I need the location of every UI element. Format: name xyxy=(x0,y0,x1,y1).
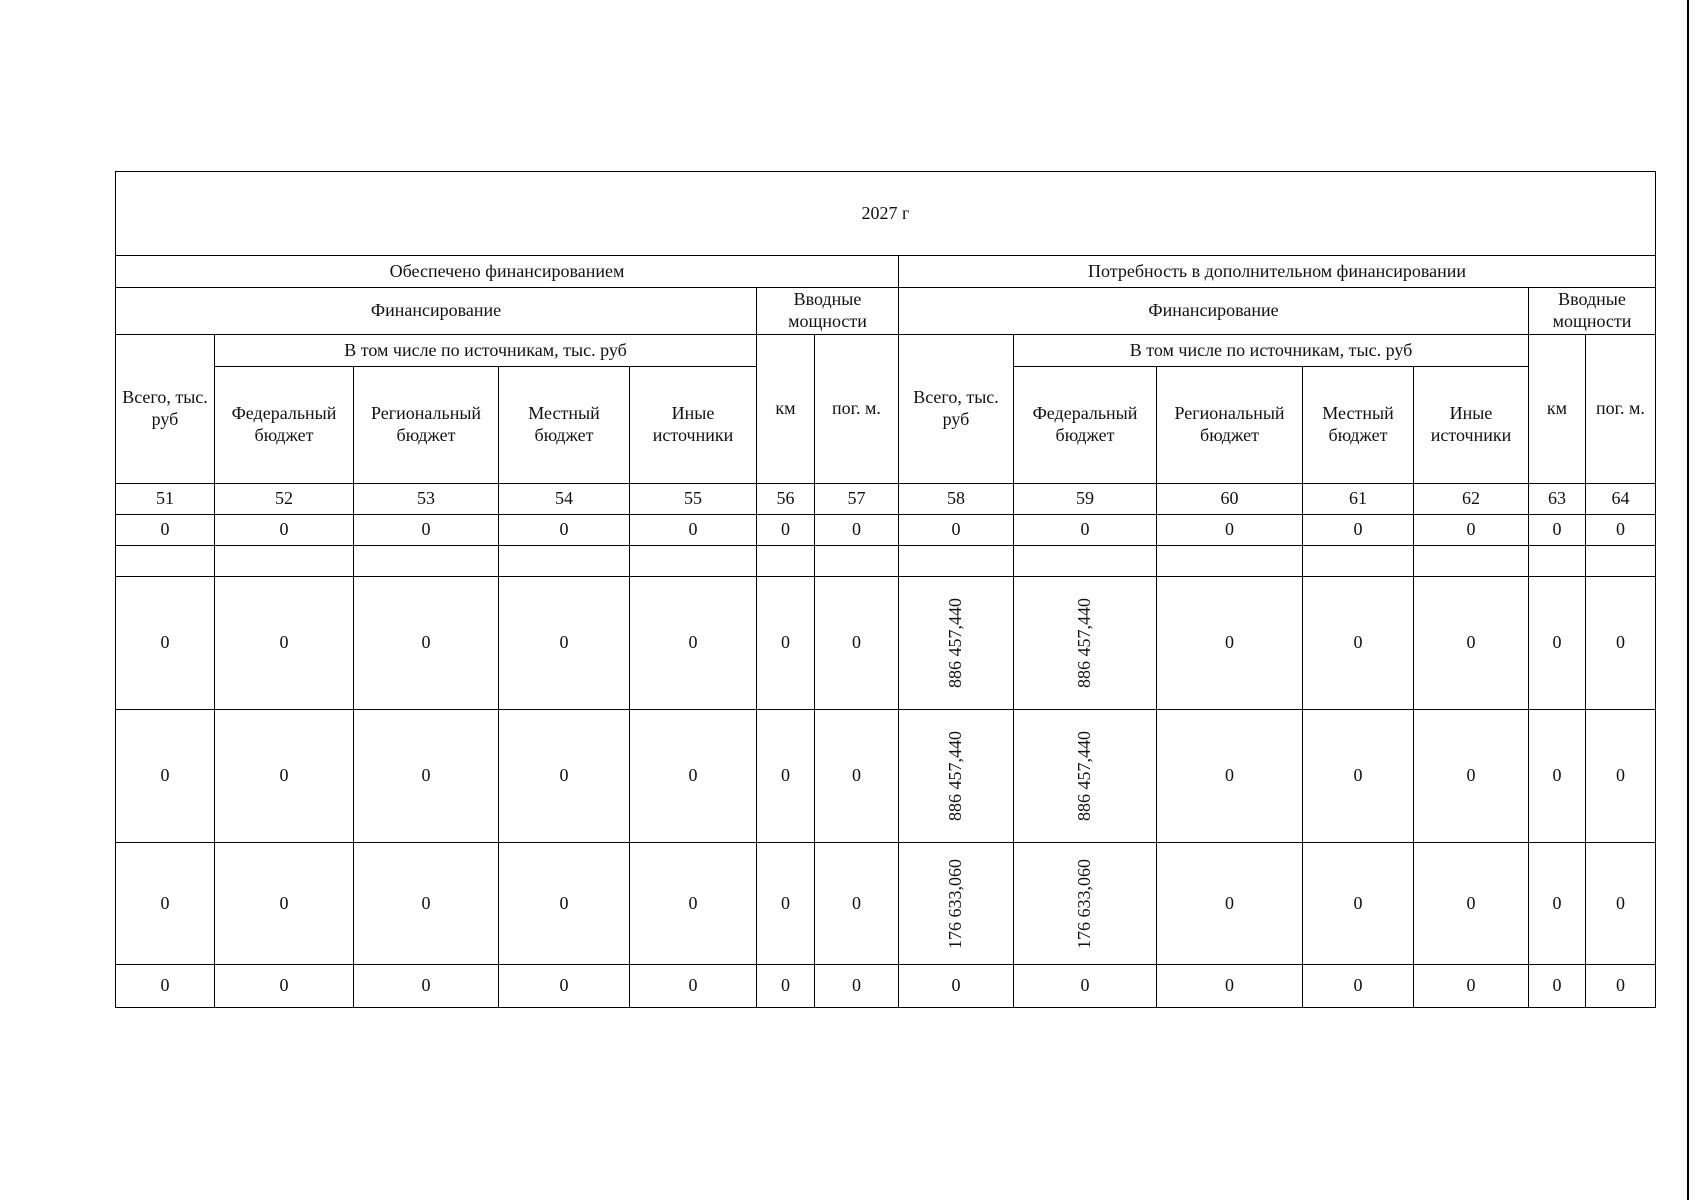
table-cell: 0 xyxy=(757,515,815,546)
table-cell: 0 xyxy=(1157,515,1303,546)
capacity-header: Вводные мощности xyxy=(757,288,899,335)
table-cell: 0 xyxy=(1414,577,1529,710)
column-number: 59 xyxy=(1014,484,1157,515)
table-cell: 0 xyxy=(215,710,354,843)
table-cell: 0 xyxy=(215,843,354,965)
table-cell xyxy=(899,710,1014,843)
col-federal-header: Федеральный бюджет xyxy=(1014,367,1157,484)
table-cell: 0 xyxy=(757,577,815,710)
table-cell: 0 xyxy=(354,515,499,546)
col-federal-header: Федеральный бюджет xyxy=(215,367,354,484)
column-number: 52 xyxy=(215,484,354,515)
table-cell: 0 xyxy=(1414,515,1529,546)
table-cell: 0 xyxy=(1529,843,1586,965)
table-cell: 0 xyxy=(354,710,499,843)
table-cell xyxy=(1157,546,1303,577)
col-regional-header: Региональный бюджет xyxy=(354,367,499,484)
table-cell: 0 xyxy=(354,843,499,965)
table-cell: 0 xyxy=(354,577,499,710)
table-cell: 0 xyxy=(1014,965,1157,1008)
table-cell: 0 xyxy=(215,515,354,546)
table-cell: 0 xyxy=(215,965,354,1008)
table-cell: 0 xyxy=(630,710,757,843)
table-cell: 0 xyxy=(1586,965,1656,1008)
vertical-value: 176 633,060 xyxy=(1074,858,1095,949)
column-number: 58 xyxy=(899,484,1014,515)
table-cell: 0 xyxy=(116,965,215,1008)
table-cell xyxy=(1303,546,1414,577)
column-number: 62 xyxy=(1414,484,1529,515)
table-cell: 0 xyxy=(1014,515,1157,546)
table-cell: 0 xyxy=(1303,965,1414,1008)
table-cell xyxy=(630,546,757,577)
group-needed-header: Потребность в дополнительном финансировании xyxy=(899,256,1656,288)
table-cell: 0 xyxy=(1414,843,1529,965)
table-cell: 0 xyxy=(1157,710,1303,843)
column-number: 60 xyxy=(1157,484,1303,515)
table-cell: 0 xyxy=(499,577,630,710)
table-cell: 0 xyxy=(499,515,630,546)
table-cell: 0 xyxy=(499,710,630,843)
col-other-header: Иные источники xyxy=(630,367,757,484)
table-cell: 0 xyxy=(1157,577,1303,710)
table-cell: 0 xyxy=(1303,843,1414,965)
table-cell xyxy=(1529,546,1586,577)
column-number: 56 xyxy=(757,484,815,515)
by-sources-header: В том числе по источникам, тыс. руб xyxy=(1014,335,1529,367)
table-cell: 0 xyxy=(815,577,899,710)
table-cell: 0 xyxy=(116,577,215,710)
table-cell: 0 xyxy=(1303,710,1414,843)
year-header: 2027 г xyxy=(116,172,1656,256)
table-cell: 0 xyxy=(899,965,1014,1008)
capacity-header: Вводные мощности xyxy=(1529,288,1656,335)
table-row xyxy=(116,577,1656,710)
col-pog-m-header: пог. м. xyxy=(815,335,899,484)
table-cell xyxy=(757,546,815,577)
financing-header: Финансирование xyxy=(899,288,1529,335)
table-cell: 0 xyxy=(1586,515,1656,546)
table-cell: 0 xyxy=(630,577,757,710)
table-cell: 0 xyxy=(354,965,499,1008)
table-cell xyxy=(354,546,499,577)
vertical-value: 176 633,060 xyxy=(945,858,966,949)
table-cell: 0 xyxy=(1157,965,1303,1008)
table-cell: 0 xyxy=(630,843,757,965)
table-cell: 0 xyxy=(1586,843,1656,965)
table-cell: 0 xyxy=(116,710,215,843)
table-cell xyxy=(899,843,1014,965)
col-local-header: Местный бюджет xyxy=(499,367,630,484)
column-number: 53 xyxy=(354,484,499,515)
table-cell: 0 xyxy=(499,965,630,1008)
col-total-header: Всего, тыс. руб xyxy=(116,335,215,484)
table-row xyxy=(116,515,1656,546)
table-cell xyxy=(1014,710,1157,843)
table-cell: 0 xyxy=(630,515,757,546)
table-cell: 0 xyxy=(1586,577,1656,710)
col-other-header: Иные источники xyxy=(1414,367,1529,484)
table-row xyxy=(116,710,1656,843)
by-sources-header: В том числе по источникам, тыс. руб xyxy=(215,335,757,367)
table-cell: 0 xyxy=(1157,843,1303,965)
group-secured-header: Обеспечено финансированием xyxy=(116,256,899,288)
col-km-header: км xyxy=(1529,335,1586,484)
financing-header: Финансирование xyxy=(116,288,757,335)
table-cell: 0 xyxy=(1529,577,1586,710)
table-row xyxy=(116,546,1656,577)
column-number: 54 xyxy=(499,484,630,515)
table-cell: 0 xyxy=(757,965,815,1008)
table-cell: 0 xyxy=(1529,710,1586,843)
table-cell xyxy=(899,546,1014,577)
table-cell: 0 xyxy=(1529,515,1586,546)
table-cell: 0 xyxy=(1586,710,1656,843)
table-cell xyxy=(1586,546,1656,577)
table-cell: 0 xyxy=(116,515,215,546)
table-cell: 0 xyxy=(1414,710,1529,843)
financing-table xyxy=(115,171,1656,1008)
table-cell: 0 xyxy=(815,515,899,546)
col-pog-m-header: пог. м. xyxy=(1586,335,1656,484)
col-total-header: Всего, тыс. руб xyxy=(899,335,1014,484)
column-number: 57 xyxy=(815,484,899,515)
column-number: 51 xyxy=(116,484,215,515)
column-number: 55 xyxy=(630,484,757,515)
table-cell: 0 xyxy=(1414,965,1529,1008)
table-cell xyxy=(215,546,354,577)
table-cell xyxy=(1414,546,1529,577)
table-cell: 0 xyxy=(116,843,215,965)
table-cell: 0 xyxy=(757,710,815,843)
col-km-header: км xyxy=(757,335,815,484)
vertical-value: 886 457,440 xyxy=(945,731,966,821)
table-cell xyxy=(815,546,899,577)
column-number: 64 xyxy=(1586,484,1656,515)
vertical-value: 886 457,440 xyxy=(1074,731,1095,821)
vertical-value: 886 457,440 xyxy=(1074,598,1095,688)
table-cell: 0 xyxy=(1303,577,1414,710)
col-regional-header: Региональный бюджет xyxy=(1157,367,1303,484)
table-row xyxy=(116,965,1656,1008)
table-cell: 0 xyxy=(1529,965,1586,1008)
table-cell: 0 xyxy=(815,965,899,1008)
column-number: 61 xyxy=(1303,484,1414,515)
table-cell: 0 xyxy=(499,843,630,965)
vertical-value: 886 457,440 xyxy=(945,598,966,688)
table-row xyxy=(116,843,1656,965)
table-cell: 0 xyxy=(899,515,1014,546)
table-cell: 0 xyxy=(815,710,899,843)
table-cell xyxy=(1014,843,1157,965)
column-number: 63 xyxy=(1529,484,1586,515)
col-local-header: Местный бюджет xyxy=(1303,367,1414,484)
table-cell xyxy=(899,577,1014,710)
table-cell: 0 xyxy=(1303,515,1414,546)
table-cell xyxy=(116,546,215,577)
table-cell: 0 xyxy=(215,577,354,710)
table-cell: 0 xyxy=(757,843,815,965)
table-cell xyxy=(1014,577,1157,710)
table-cell xyxy=(499,546,630,577)
page-edge xyxy=(1687,0,1689,1200)
table-cell: 0 xyxy=(630,965,757,1008)
table-cell: 0 xyxy=(815,843,899,965)
table-cell xyxy=(1014,546,1157,577)
